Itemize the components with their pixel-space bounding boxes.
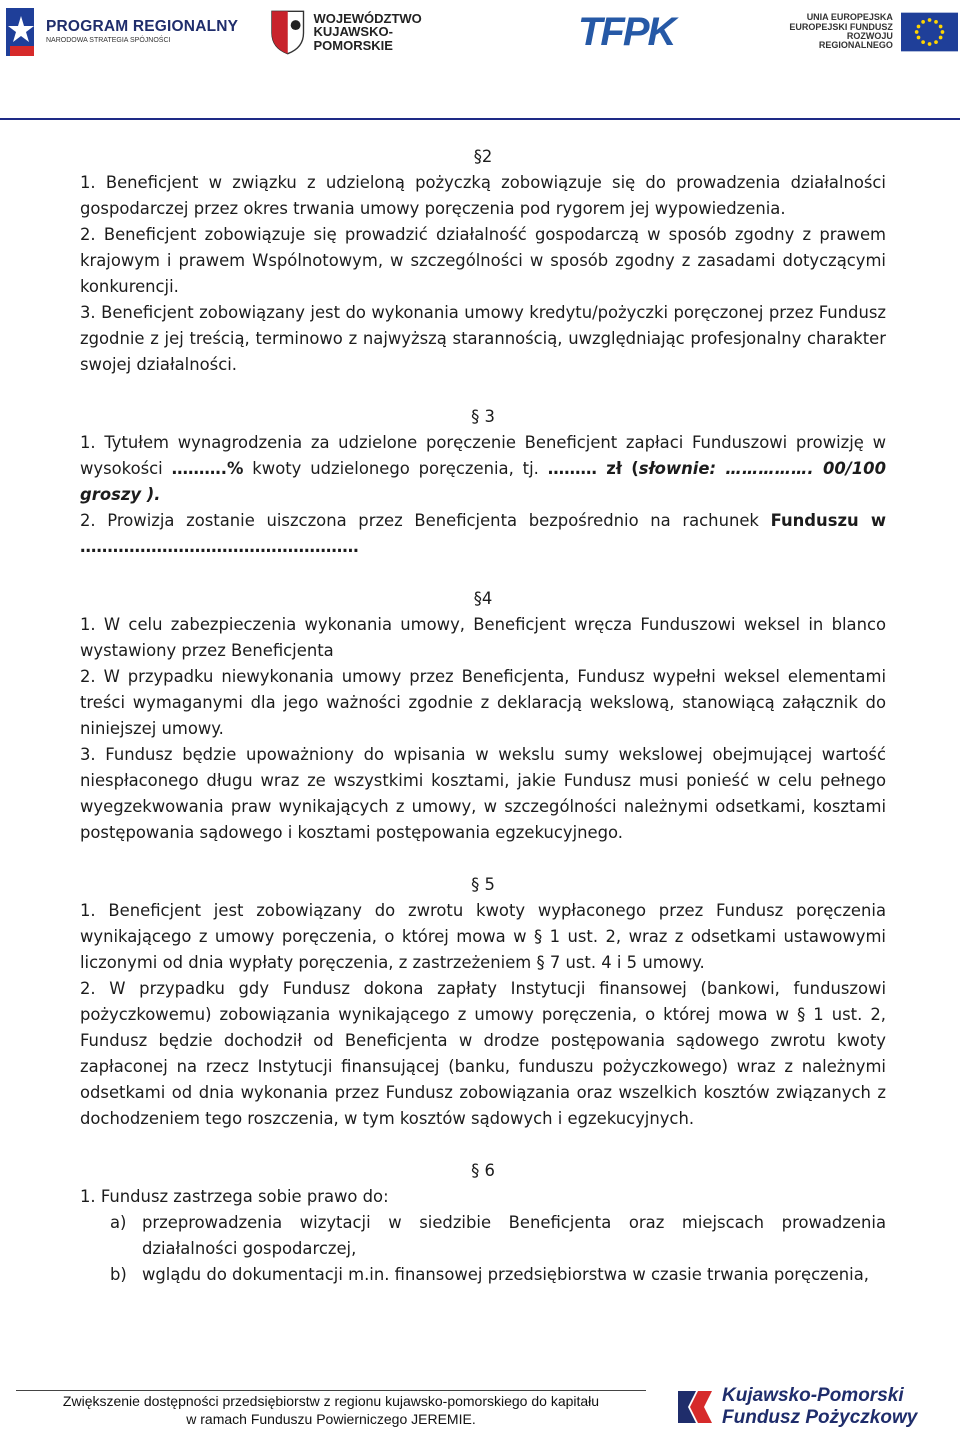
kpfp-line2: Fundusz Pożyczkowy xyxy=(722,1407,918,1428)
footer-line1: Zwiększenie dostępności przedsiębiorstw z regionu kujawsko-pomorskiego do kapitału xyxy=(62,1393,600,1409)
percent-placeholder: ……….% xyxy=(171,459,244,478)
list-text: wglądu do dokumentacji m.in. finansowej przedsiębiorstwa w czasie trwania poręczenia, xyxy=(142,1265,869,1284)
eu-line1: UNIA EUROPEJSKA xyxy=(806,12,893,23)
tfpk-wordmark: TFPK xyxy=(578,10,675,54)
voivodeship-line1: WOJEWÓDZTWO xyxy=(313,10,422,26)
footer-text xyxy=(16,1392,646,1428)
section-heading: §2 xyxy=(473,147,493,166)
section-4 xyxy=(80,586,886,846)
funding-statement xyxy=(0,78,960,118)
amount-placeholder: ……… zł ( xyxy=(547,459,639,478)
program-regionalny-logo xyxy=(4,4,244,60)
tfpk-logo xyxy=(578,4,674,60)
footer-line2: w ramach Funduszu Powierniczego JEREMIE. xyxy=(186,1411,476,1427)
fund-account-placeholder: Funduszu w …………………………………………… xyxy=(80,511,886,556)
voivodeship-line2: KUJAWSKO-POMORSKIE xyxy=(313,24,393,53)
paragraph: 1. Beneficjent jest zobowiązany do zwrotu kwoty wypłaconego przez Fundusz poręczenia wynikającego z umowy poręczenia, o której mowa w § 1 ust. 2, wraz z odsetkami ustawowymi liczonymi od dnia wypłaty poręczenia, z zastrzeżeniem § 7 ust. 4 i 5 umowy. xyxy=(80,901,886,972)
text-run: 2. Prowizja zostanie uiszczona przez Beneficjenta bezpośrednio na rachunek xyxy=(80,511,771,530)
spacer xyxy=(80,1132,886,1158)
list-text: przeprowadzenia wizytacji w siedzibie Beneficjenta oraz miejscach prowadzenia działalności gospodarczej, xyxy=(142,1213,886,1258)
section-3 xyxy=(80,404,886,560)
kpfp-line1: Kujawsko-Pomorski xyxy=(722,1385,904,1406)
text-run: kwoty udzielonego poręczenia, tj. xyxy=(243,459,548,478)
paragraph: 3. Beneficjent zobowiązany jest do wykonania umowy kredytu/pożyczki poręczonej przez Fundusz zgodnie z jej treścią, terminowo z najwyższą starannością, uwzględniając profesjonalny charakter swojej działalności. xyxy=(80,303,886,374)
section-heading: § 3 xyxy=(471,407,495,426)
list-letter: b) xyxy=(110,1265,127,1284)
eu-line2: EUROPEJSKI FUNDUSZ xyxy=(789,21,893,32)
funding-line2: Operacyjnego Województwa Kujawsko-Pomorskiego na lata 2007-2013 oraz ze środków budżetu państwa. xyxy=(136,100,824,116)
text-run: 1. Tytułem wynagrodzenia za udzielone poręczenie Beneficjent zapłaci Funduszowi prowizję w wysokości xyxy=(80,433,886,478)
eu-line3: ROZWOJU REGIONALNEGO xyxy=(818,31,893,51)
footer-divider xyxy=(16,1390,646,1391)
section-2 xyxy=(80,144,886,378)
section-6 xyxy=(80,1158,886,1288)
paragraph: 1. W celu zabezpieczenia wykonania umowy, Beneficjent wręcza Funduszowi weksel in blanco wystawiony przez Beneficjenta xyxy=(80,615,886,660)
funding-line1: Projekt jest współfinansowany ze środków Europejskiego Funduszu Rozwoju Regionalnego w ramach Regionalnego Programu xyxy=(72,80,888,96)
paragraph: 2. W przypadku niewykonania umowy przez Beneficjenta, Fundusz wypełni weksel elementami treści wymaganymi dla jego ważności zgodnie z deklaracją wekslową, stanowiącą załącznik do niniejszej umowy. xyxy=(80,667,886,738)
list-letter: a) xyxy=(110,1213,127,1232)
list-item xyxy=(80,1210,886,1262)
paragraph: 2. W przypadku gdy Fundusz dokona zapłaty Instytucji finansowej (bankowi, funduszowi pożyczkowemu) zobowiązania wynikającego z umowy poręczenia, o której mowa w § 1 ust. 2, Fundusz będzie dochodził od Beneficjenta w drodze postępowania sądowego zwrotu kwoty zapłaconej na rzecz Instytucji finansującej (banku, funduszu pożyczkowego) wraz z należnymi odsetkami od dnia wykonania przez Fundusz zobowiązania oraz wszelkich kosztów związanych z dochodzeniem tego roszczenia, w tym kosztów sądowych i egzekucyjnych. xyxy=(80,979,886,1128)
spacer xyxy=(80,378,886,404)
kpfp-logo xyxy=(676,1383,946,1431)
kpfp-mark-icon xyxy=(676,1387,714,1427)
program-star-icon xyxy=(4,6,40,58)
coat-of-arms-icon xyxy=(270,9,305,55)
list-item xyxy=(80,1262,886,1288)
section-heading: §4 xyxy=(473,589,493,608)
commission-paragraph xyxy=(80,430,886,508)
eu-flag-icon xyxy=(901,11,958,53)
section-heading: § 6 xyxy=(471,1161,495,1180)
paragraph: 3. Fundusz będzie upoważniony do wpisania w wekslu sumy wekslowej obejmującej wartość niespłaconego długu wraz ze wszystkimi kosztami, jakie Fundusz musi ponieść w celu pełnego wyegzekwowania praw wynikających z umowy, w szczególności należnymi odsetkami, kosztami postępowania sądowego i kosztami postępowania egzekucyjnego. xyxy=(80,745,886,842)
header-logos xyxy=(0,0,960,68)
paragraph: 2. Beneficjent zobowiązuje się prowadzić działalność gospodarczą w sposób zgodny z prawem krajowym i prawem Wspólnotowym, w szczególności w sposób zgodny z zasadami dotyczącymi konkurencji. xyxy=(80,225,886,296)
paragraph: 1. Beneficjent w związku z udzieloną pożyczką zobowiązuje się do prowadzenia działalności gospodarczej przez okres trwania umowy poręczenia pod rygorem jej wypowiedzenia. xyxy=(80,173,886,218)
program-subtitle: NARODOWA STRATEGIA SPÓJNOŚCI xyxy=(46,37,171,45)
section-heading: § 5 xyxy=(471,875,495,894)
eu-logo xyxy=(780,4,958,60)
program-title: PROGRAM REGIONALNY xyxy=(46,18,239,36)
section-5 xyxy=(80,872,886,1132)
words-label: słownie: xyxy=(638,459,717,478)
payment-paragraph xyxy=(80,508,886,560)
paragraph: 1. Fundusz zastrzega sobie prawo do: xyxy=(80,1187,389,1206)
words-placeholder: ……………. 00/100 groszy ). xyxy=(80,459,886,504)
spacer xyxy=(80,846,886,872)
spacer xyxy=(80,560,886,586)
wojewodztwo-logo xyxy=(270,4,470,60)
contract-body xyxy=(80,144,886,1288)
